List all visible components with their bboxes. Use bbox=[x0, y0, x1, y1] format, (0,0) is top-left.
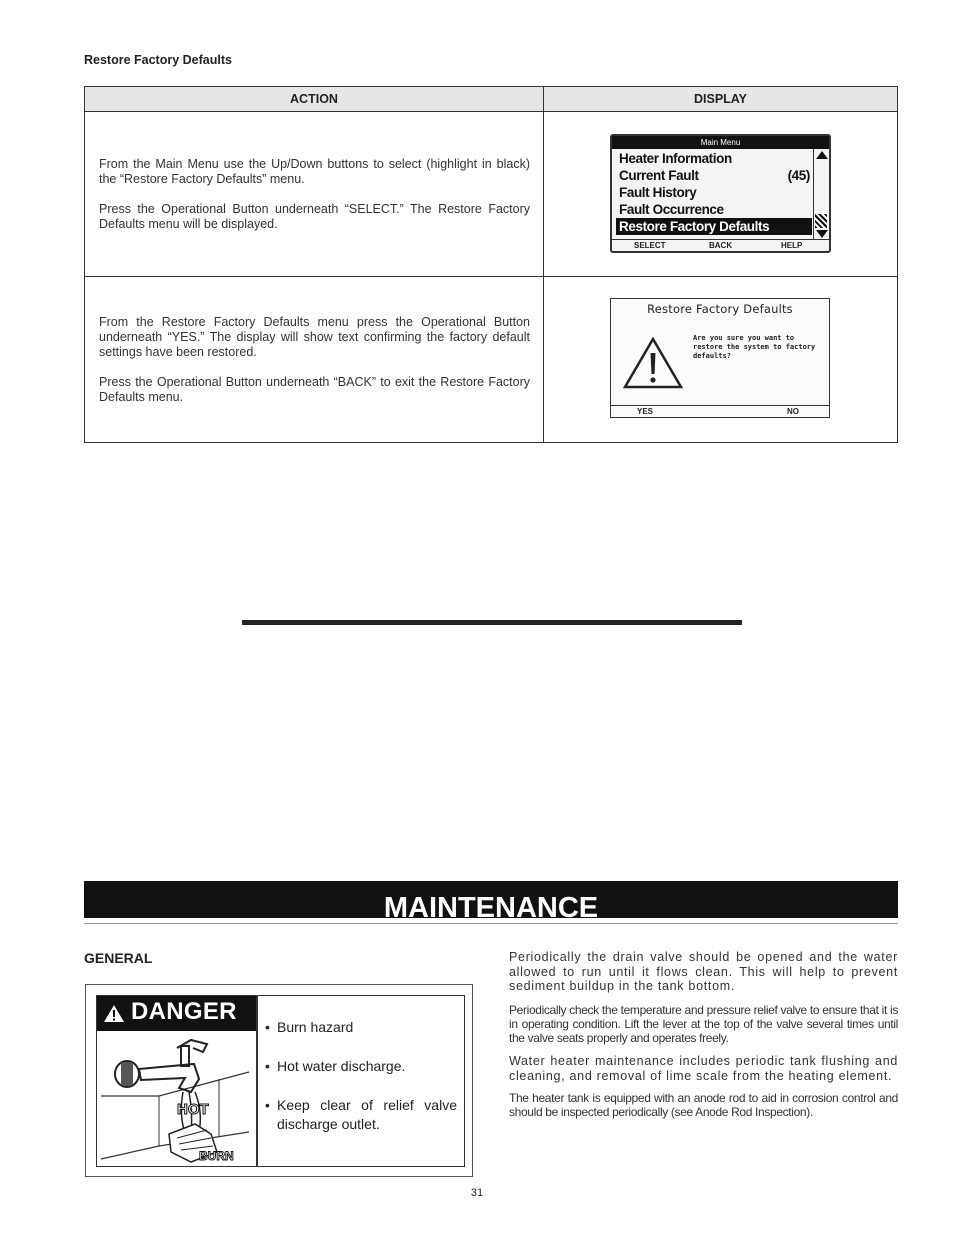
divider bbox=[256, 996, 258, 1166]
page-number: 31 bbox=[470, 1187, 484, 1199]
warning-triangle-icon bbox=[103, 1004, 125, 1023]
divider-rule bbox=[242, 620, 742, 625]
paragraph: Periodically the drain valve should be opened and the water allowed to run until it flows clean. This will help to prevent sediment buildup in the tank bottom. bbox=[509, 950, 898, 993]
action-text: From the Main Menu use the Up/Down buttons to select (highlight in black) the “Restore Factory Defaults” menu. bbox=[99, 156, 530, 186]
danger-label bbox=[85, 984, 473, 1177]
general-heading: GENERAL bbox=[84, 950, 153, 966]
fault-count: (45) bbox=[787, 168, 810, 183]
main-menu-display bbox=[610, 134, 831, 253]
confirm-message: Are you sure you want to restore the system to factory defaults? bbox=[693, 334, 816, 360]
softkey-bar bbox=[611, 405, 829, 417]
action-cell bbox=[85, 112, 544, 277]
menu-item-heater-information: Heater Information bbox=[619, 151, 732, 166]
softkey-select: SELECT bbox=[634, 241, 666, 250]
danger-bullets bbox=[265, 1018, 457, 1154]
display-title: Restore Factory Defaults bbox=[647, 302, 793, 316]
menu-item-restore-factory-defaults: Restore Factory Defaults bbox=[616, 218, 812, 235]
softkey-yes: YES bbox=[637, 407, 654, 416]
header-display: DISPLAY bbox=[544, 87, 898, 112]
softkey-bar bbox=[612, 239, 829, 251]
paragraph: The heater tank is equipped with an anode rod to aid in corrosion control and should be inspected periodically (see Anode Rod Inspection). bbox=[509, 1091, 898, 1119]
menu-item-label: Current Fault bbox=[619, 168, 699, 183]
action-text: Press the Operational Button underneath “BACK” to exit the Restore Factory Defaults menu. bbox=[99, 374, 530, 404]
display-cell bbox=[544, 112, 898, 277]
procedure-table bbox=[84, 86, 898, 443]
scrollbar bbox=[813, 149, 828, 239]
bullet-item: • Keep clear of relief valve discharge outlet. bbox=[265, 1096, 457, 1134]
header-action: ACTION bbox=[85, 87, 544, 112]
bullet-item: • Hot water discharge. bbox=[265, 1057, 457, 1076]
art-label-hot: HOT bbox=[177, 1101, 209, 1118]
restore-defaults-display bbox=[610, 298, 830, 418]
display-header: Main Menu bbox=[612, 136, 829, 149]
table-row bbox=[85, 112, 898, 277]
divider bbox=[84, 923, 898, 924]
action-cell bbox=[85, 277, 544, 443]
menu-item-fault-occurrence: Fault Occurrence bbox=[619, 202, 724, 217]
paragraph: Water heater maintenance includes periodic tank flushing and cleaning, and removal of lime scale from the heating element. bbox=[509, 1054, 898, 1083]
art-label-burn: BURN bbox=[199, 1149, 234, 1163]
table-header-row bbox=[85, 87, 898, 112]
softkey-help: HELP bbox=[781, 241, 803, 250]
danger-header bbox=[97, 996, 257, 1031]
action-text: From the Restore Factory Defaults menu press the Operational Button underneath “YES.” The display will show text confirming the factory default settings have been restored. bbox=[99, 314, 530, 359]
action-text: Press the Operational Button underneath “SELECT.” The Restore Factory Defaults menu will be displayed. bbox=[99, 201, 530, 231]
menu-item-fault-history: Fault History bbox=[619, 185, 697, 200]
danger-word: DANGER bbox=[131, 998, 237, 1025]
menu-list bbox=[616, 150, 812, 235]
bullet-item: • Burn hazard bbox=[265, 1018, 457, 1037]
scroll-thumb bbox=[815, 214, 827, 228]
softkey-back: BACK bbox=[709, 241, 733, 250]
scroll-down-arrow-icon bbox=[816, 230, 828, 238]
menu-item-current-fault bbox=[616, 167, 812, 184]
hot-water-burn-illustration-icon bbox=[99, 1034, 255, 1166]
danger-label-inner bbox=[96, 995, 465, 1167]
table-row bbox=[85, 277, 898, 443]
softkey-no: NO bbox=[787, 407, 799, 416]
warning-triangle-icon bbox=[623, 337, 683, 389]
section-title: Restore Factory Defaults bbox=[84, 53, 232, 67]
display-cell bbox=[544, 277, 898, 443]
paragraph: Periodically check the temperature and pressure relief valve to ensure that it is in operating condition. Lift the lever at the top of the valve several times until the valve seats properly and operates freely. bbox=[509, 1003, 898, 1045]
scroll-up-arrow-icon bbox=[816, 151, 828, 159]
maintenance-heading: MAINTENANCE bbox=[84, 881, 898, 918]
